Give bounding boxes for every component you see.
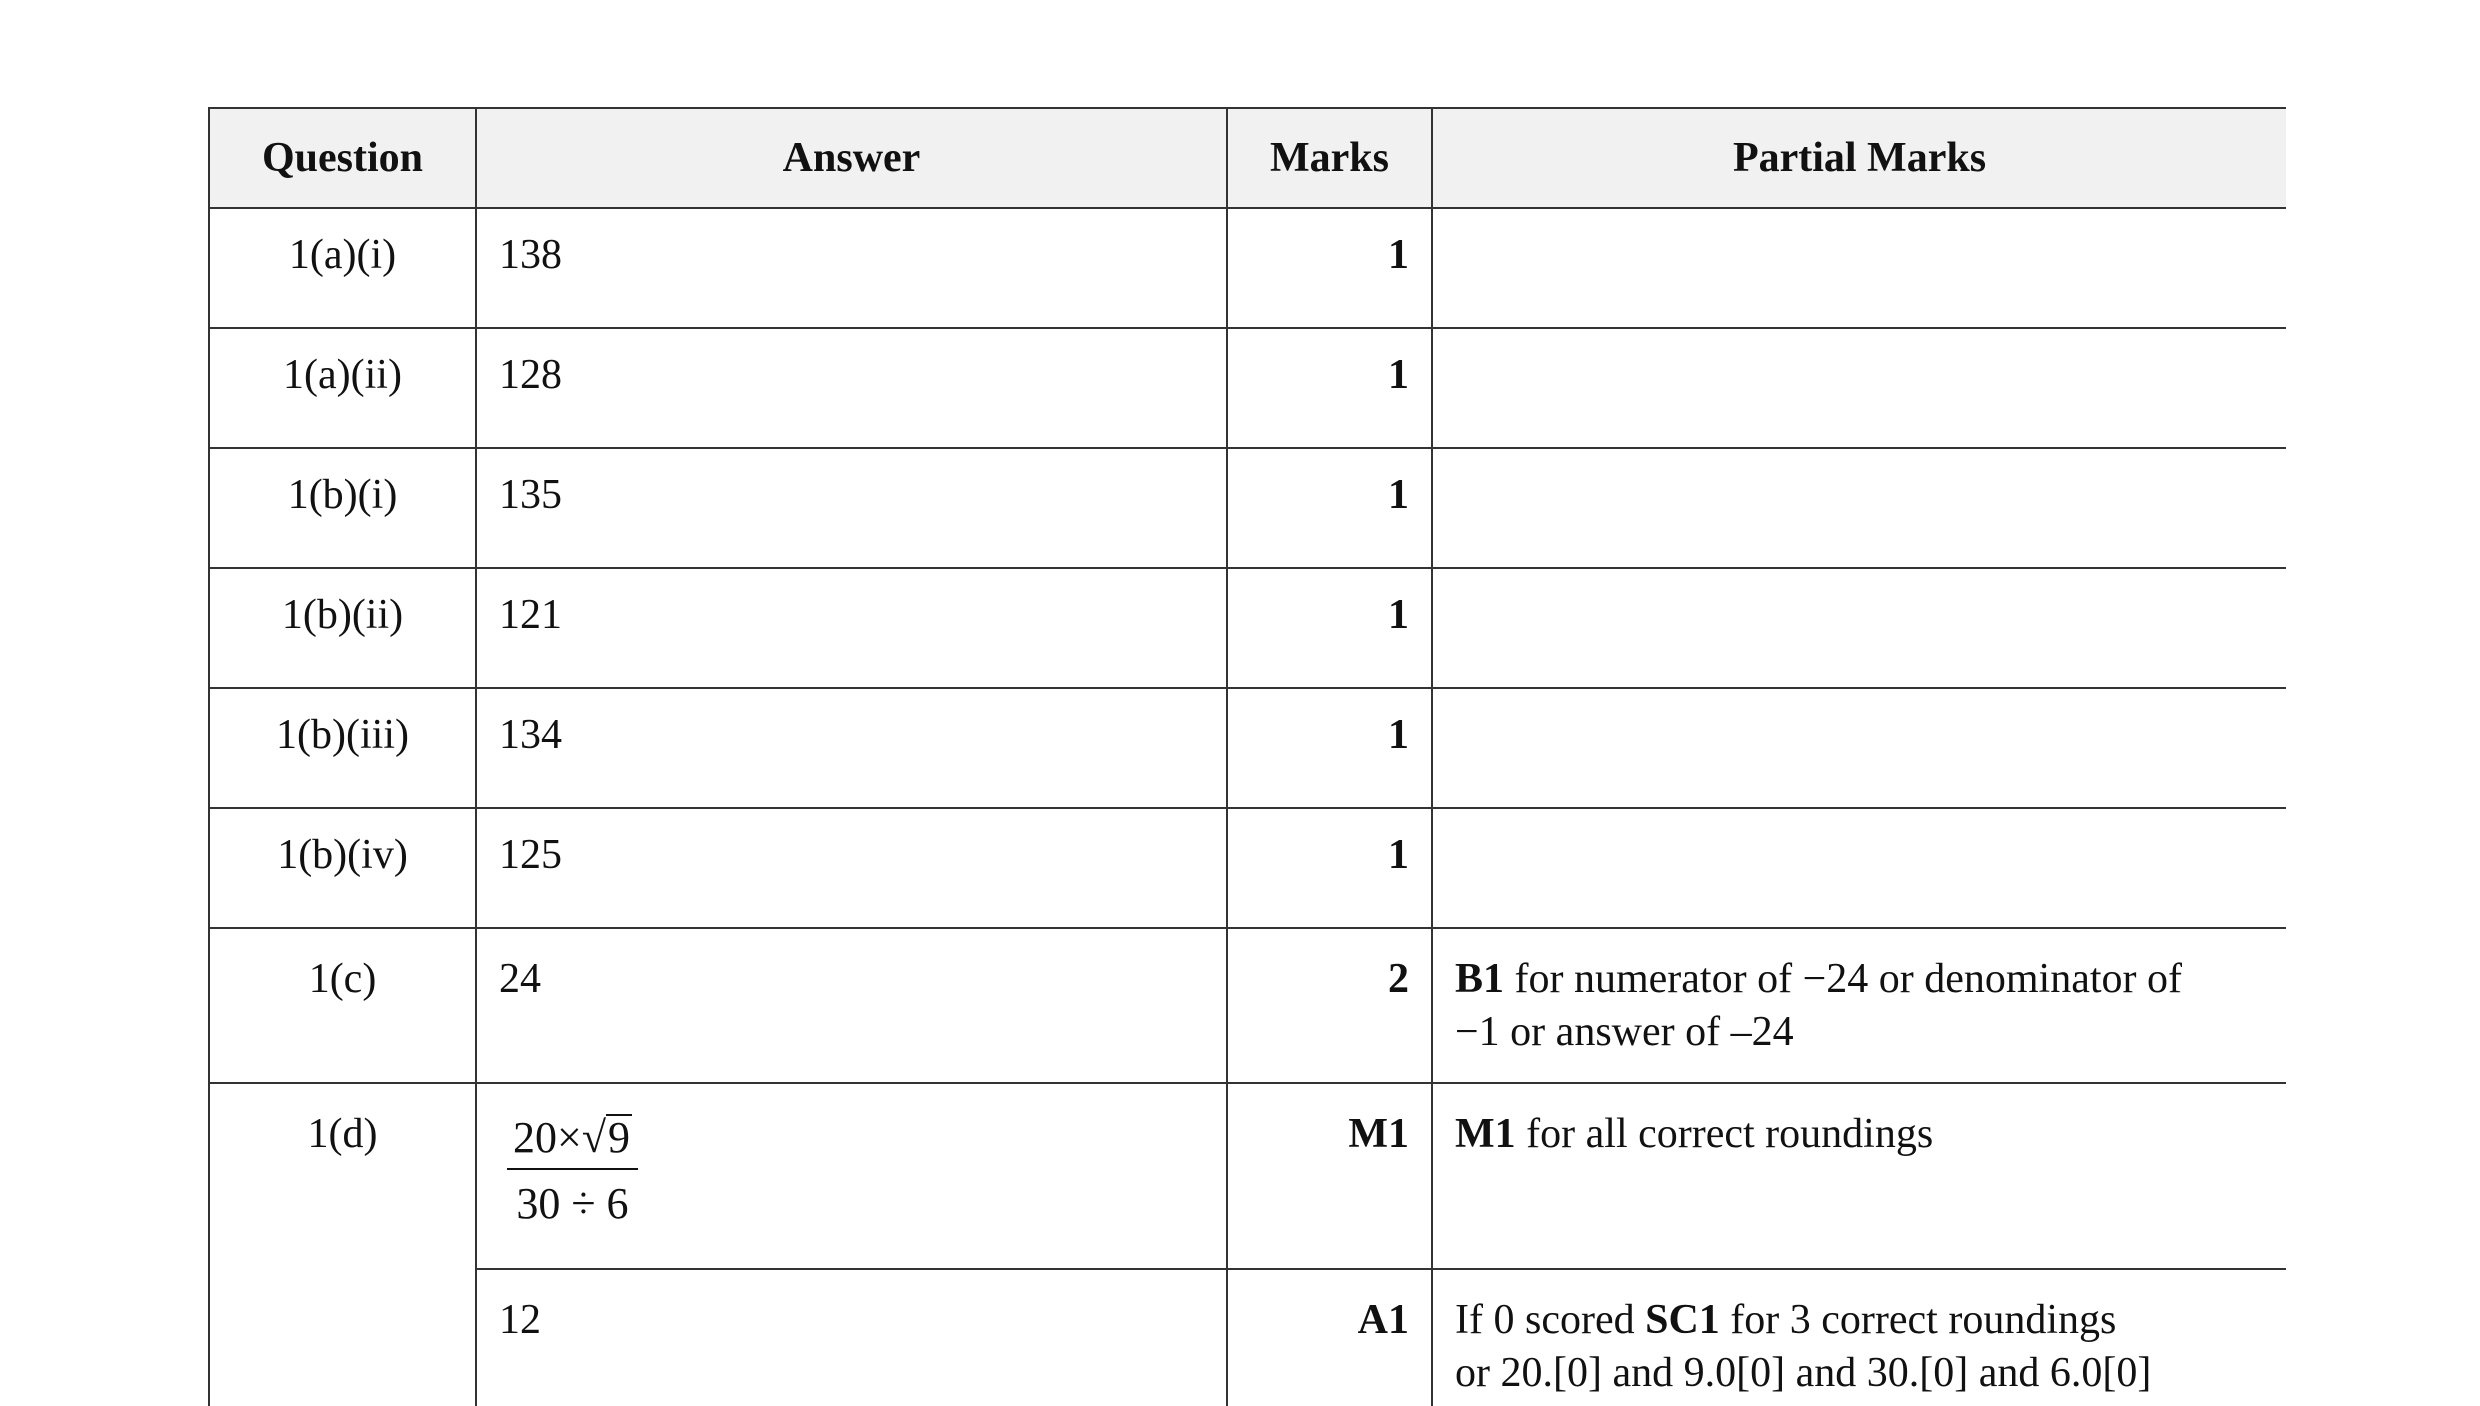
- table-row: [209, 1083, 2286, 1269]
- partial-marks-cell: [1432, 328, 2286, 448]
- partial-marks-cell: [1432, 928, 2286, 1083]
- fraction-numerator: [507, 1112, 638, 1168]
- partial-marks-text: If 0 scored: [1455, 1297, 1646, 1343]
- partial-marks-text: −1 or answer of –24: [1455, 1009, 1794, 1055]
- marks-cell: 2: [1227, 928, 1432, 1083]
- table-row: [209, 1269, 2286, 1406]
- marks-cell: A1: [1227, 1269, 1432, 1406]
- mark-code: M1: [1455, 1111, 1516, 1157]
- answer-cell: 24: [476, 928, 1227, 1083]
- mark-scheme-table: [208, 107, 2286, 1406]
- question-cell: 1(b)(i): [209, 448, 476, 568]
- header-question: Question: [209, 108, 476, 208]
- partial-marks-cell: [1432, 568, 2286, 688]
- partial-marks-cell: [1432, 208, 2286, 328]
- partial-marks-cell: [1432, 1083, 2286, 1269]
- fraction-denominator: 30 ÷ 6: [507, 1168, 638, 1230]
- mark-code: B1: [1455, 956, 1505, 1002]
- question-cell: 1(a)(ii): [209, 328, 476, 448]
- answer-cell: 135: [476, 448, 1227, 568]
- partial-marks-cell: [1432, 688, 2286, 808]
- answer-cell: 121: [476, 568, 1227, 688]
- header-row: [209, 108, 2286, 208]
- question-cell: 1(d): [209, 1083, 476, 1406]
- table-row: [209, 808, 2286, 928]
- answer-cell: 138: [476, 208, 1227, 328]
- marks-cell: 1: [1227, 808, 1432, 928]
- answer-cell: 12: [476, 1269, 1227, 1406]
- radicand: 9: [607, 1113, 630, 1162]
- header-partial-marks: Partial Marks: [1432, 108, 2286, 208]
- marks-cell: 1: [1227, 208, 1432, 328]
- numerator-text: 20×: [513, 1113, 582, 1162]
- question-cell: 1(a)(i): [209, 208, 476, 328]
- marks-cell: 1: [1227, 568, 1432, 688]
- marks-cell: M1: [1227, 1083, 1432, 1269]
- mark-code: SC1: [1645, 1297, 1720, 1343]
- marks-cell: 1: [1227, 328, 1432, 448]
- answer-cell: [476, 1083, 1227, 1269]
- table-row: [209, 688, 2286, 808]
- marks-cell: 1: [1227, 448, 1432, 568]
- mark-scheme-page: [208, 107, 2286, 1406]
- header-answer: Answer: [476, 108, 1227, 208]
- partial-marks-text: or 20.[0] and 9.0[0] and 30.[0] and 6.0[0]: [1455, 1350, 2152, 1396]
- table-row: [209, 208, 2286, 328]
- question-cell: 1(c): [209, 928, 476, 1083]
- question-cell: 1(b)(iv): [209, 808, 476, 928]
- marks-cell: 1: [1227, 688, 1432, 808]
- table-row: [209, 448, 2286, 568]
- question-cell: 1(b)(ii): [209, 568, 476, 688]
- partial-marks-cell: [1432, 448, 2286, 568]
- answer-cell: 125: [476, 808, 1227, 928]
- table-row: [209, 928, 2286, 1083]
- partial-marks-cell: [1432, 808, 2286, 928]
- partial-marks-text: for all correct roundings: [1515, 1111, 1934, 1157]
- answer-cell: 128: [476, 328, 1227, 448]
- fraction-expression: [507, 1112, 638, 1230]
- square-root: [582, 1112, 632, 1164]
- table-row: [209, 568, 2286, 688]
- partial-marks-text: for 3 correct roundings: [1719, 1297, 2117, 1343]
- partial-marks-text: for numerator of −24 or denominator of: [1504, 956, 2183, 1002]
- header-marks: Marks: [1227, 108, 1432, 208]
- question-cell: 1(b)(iii): [209, 688, 476, 808]
- table-row: [209, 328, 2286, 448]
- partial-marks-cell: [1432, 1269, 2286, 1406]
- answer-cell: 134: [476, 688, 1227, 808]
- radical-sign: √: [581, 1113, 606, 1162]
